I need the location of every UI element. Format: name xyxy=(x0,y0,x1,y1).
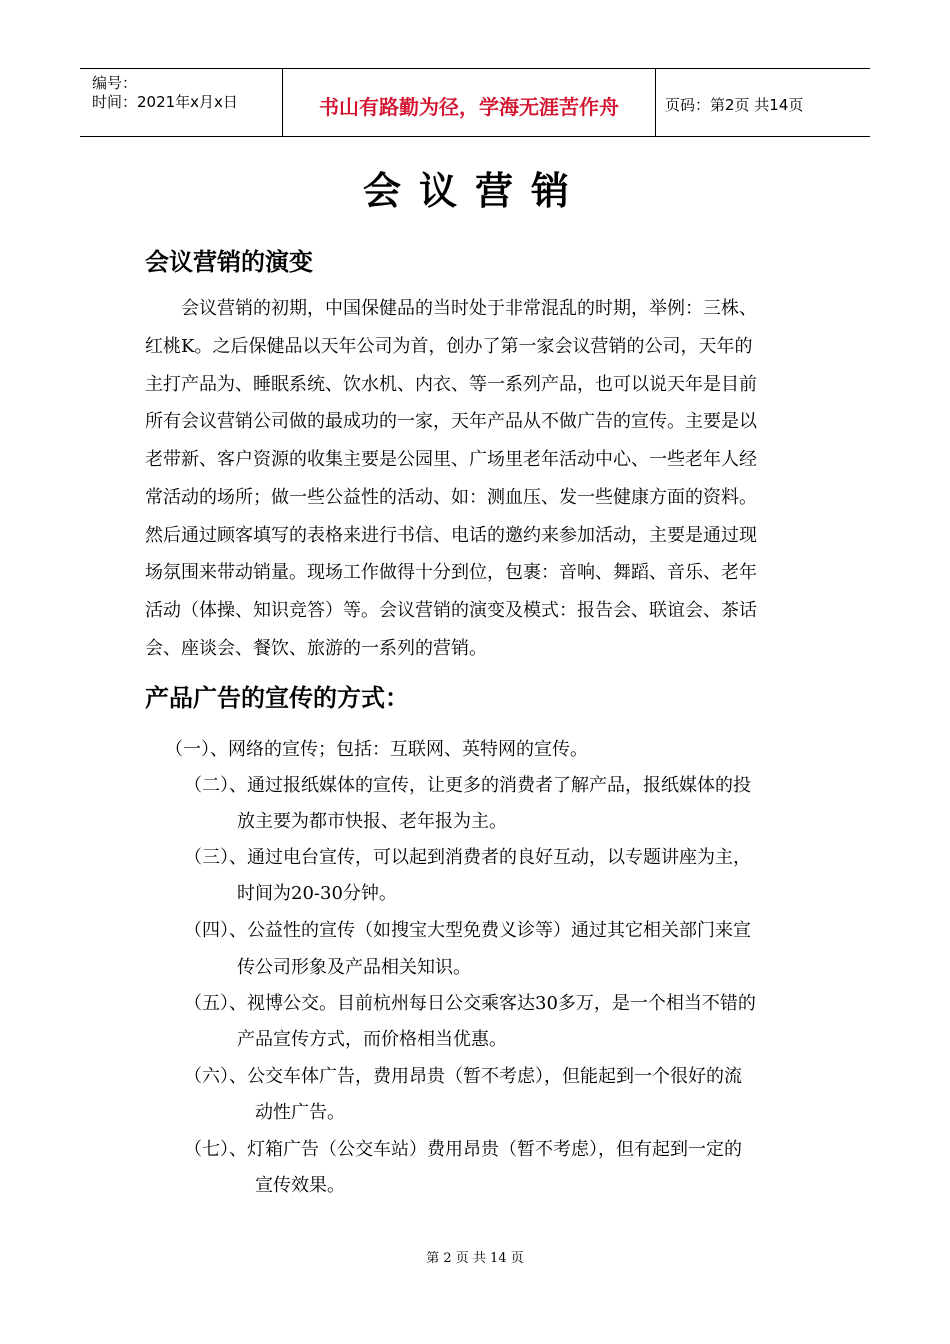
document-number-label: 编号： xyxy=(92,74,138,92)
header-page-info: 页码：第2页 共14页 xyxy=(665,96,804,114)
list-item: （二）、通过报纸媒体的宣传，让更多的消费者了解产品，报纸媒体的投 xyxy=(184,775,751,796)
paragraph-line: 红桃K。之后保健品以天年公司为首，创办了第一家会议营销的公司，天年的 xyxy=(145,336,753,357)
header-info-cell xyxy=(80,69,282,136)
list-item: 时间为20-30分钟。 xyxy=(237,883,397,904)
list-item: （五）、视博公交。目前杭州每日公交乘客达30多万，是一个相当不错的 xyxy=(184,993,756,1014)
paragraph-line: 活动（体操、知识竞答）等。会议营销的演变及模式：报告会、联谊会、茶话 xyxy=(145,600,757,621)
list-item: （三）、通过电台宣传，可以起到消费者的良好互动，以专题讲座为主， xyxy=(184,847,751,868)
paragraph-line: 所有会议营销公司做的最成功的一家，天年产品从不做广告的宣传。主要是以 xyxy=(145,411,757,432)
list-item: 宣传效果。 xyxy=(255,1175,345,1196)
paragraph-line: 会、座谈会、餐饮、旅游的一系列的营销。 xyxy=(145,638,487,659)
document-title: 会议营销 xyxy=(362,168,587,213)
list-item: （七）、灯箱广告（公交车站）费用昂贵（暂不考虑），但有起到一定的 xyxy=(184,1139,742,1160)
paragraph-line: 主打产品为、睡眠系统、饮水机、内衣、等一系列产品，也可以说天年是目前 xyxy=(145,374,757,395)
list-item: （六）、公交车体广告，费用昂贵（暂不考虑），但能起到一个很好的流 xyxy=(184,1066,742,1087)
section-heading: 产品广告的宣传的方式： xyxy=(145,684,409,712)
list-item: 产品宣传方式，而价格相当优惠。 xyxy=(237,1029,507,1050)
list-item: 动性广告。 xyxy=(255,1102,345,1123)
list-item: （四）、公益性的宣传（如搜宝大型免费义诊等）通过其它相关部门来宣 xyxy=(184,920,751,941)
header-page-cell xyxy=(655,69,870,136)
paragraph-line: 场氛围来带动销量。现场工作做得十分到位，包裹：音响、舞蹈、音乐、老年 xyxy=(145,562,757,583)
page-header xyxy=(80,68,870,137)
list-item: （一）、网络的宣传；包括：互联网、英特网的宣传。 xyxy=(165,739,588,760)
paragraph-line: 常活动的场所；做一些公益性的活动、如：测血压、发一些健康方面的资料。 xyxy=(145,487,757,508)
paragraph-line: 会议营销的初期，中国保健品的当时处于非常混乱的时期，举例：三株、 xyxy=(181,298,757,319)
document-date: 时间：2021年x月x日 xyxy=(92,93,238,111)
page-footer: 第 2 页 共 14 页 xyxy=(426,1251,524,1266)
list-item: 放主要为都市快报、老年报为主。 xyxy=(237,811,507,832)
list-item: 传公司形象及产品相关知识。 xyxy=(237,957,471,978)
paragraph-line: 老带新、客户资源的收集主要是公园里、广场里老年活动中心、一些老年人经 xyxy=(145,449,757,470)
header-motto: 书山有路勤为径，学海无涯苦作舟 xyxy=(319,95,619,119)
paragraph-line: 然后通过顾客填写的表格来进行书信、电话的邀约来参加活动，主要是通过现 xyxy=(145,525,757,546)
section-heading: 会议营销的演变 xyxy=(145,248,313,276)
header-motto-cell xyxy=(282,69,656,136)
